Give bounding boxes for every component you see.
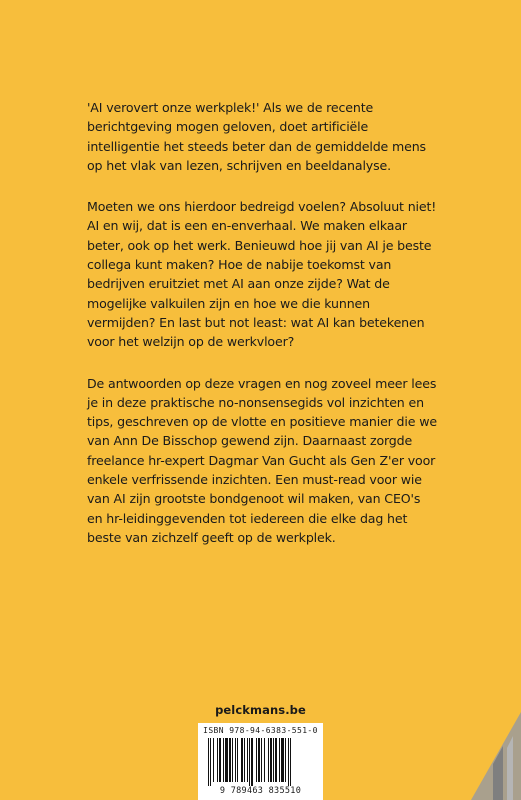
blurb-paragraph-2: Moeten we ons hierdoor bedreigd voelen? Absoluut niet! AI en wij, dat is een en-enverhaal. We maken elkaar beter, ook op het werk. Benieuwd hoe jij van AI je beste collega kunt maken? Hoe de nabije toekomst van bedrijven eruitziet met AI aan onze zijde? Wat de mogelijke valkuilen zijn en hoe we die kunnen vermijden? En last but not least: wat AI kan betekenen voor het welzijn op de werkvloer?: [87, 199, 437, 350]
barcode-icon: [208, 738, 313, 786]
isbn-label: ISBN 978-94-6383-551-0: [203, 726, 318, 735]
blurb-text: [87, 98, 439, 569]
blurb-paragraph-3: De antwoorden op deze vragen en nog zoveel meer lees je in deze praktische no-nonsensegids vol inzichten en tips, geschreven op de vlotte en positieve manier die we van Ann De Bisschop gewend zijn. Daarnaast zorgde freelance hr-expert Dagmar Van Gucht als Gen Z'er voor enkele verfrissende inzichten. Een must-read voor wie van AI zijn grootste bondgenoot wil maken, van CEO's en hr-leidinggevenden tot iedereen die elke dag het beste van zichzelf geeft op de werkplek.: [87, 375, 437, 545]
barcode-digits: 9 789463 835510: [219, 786, 302, 796]
blurb-paragraph-1: 'AI verovert onze werkplek!' Als we de recente berichtgeving mogen geloven, doet artificiële intelligentie het steeds beter dan de gemiddelde mens op het vlak van lezen, schrijven en beeldanalyse.: [87, 100, 426, 173]
barcode-panel: [198, 723, 323, 800]
publisher-url: pelckmans.be: [215, 703, 306, 717]
watermark-logo-icon: [433, 706, 521, 800]
